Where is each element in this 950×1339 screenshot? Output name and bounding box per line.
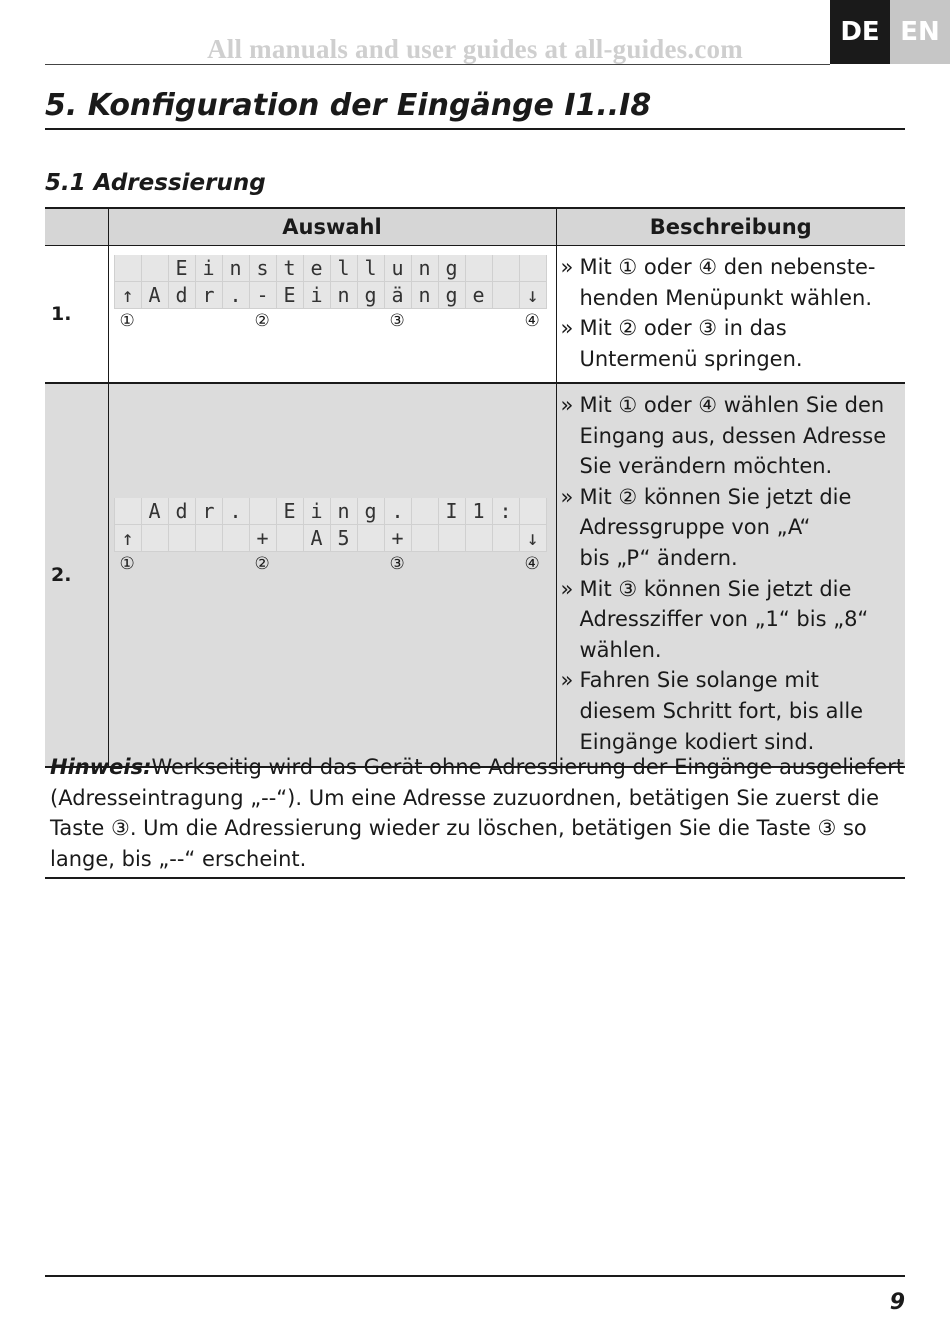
description-line	[561, 482, 900, 513]
description-text: wählen.	[579, 637, 662, 662]
lcd-char	[169, 525, 196, 552]
description-text: Eingang aus, dessen Adresse	[579, 423, 887, 448]
key-1-label: ①	[119, 311, 135, 331]
description-cell	[556, 383, 905, 767]
lcd-char: n	[412, 255, 439, 282]
lcd-char: 1	[466, 498, 493, 525]
page-number: 9	[889, 1290, 905, 1315]
lcd-char: -	[250, 282, 277, 309]
lcd-display-cell	[108, 383, 556, 767]
lcd-char: r	[196, 282, 223, 309]
bullet-marker	[561, 543, 580, 574]
lcd-char: .	[223, 282, 250, 309]
description-line	[561, 604, 900, 635]
lcd-display	[114, 498, 547, 552]
description-text: Mit ② können Sie jetzt die	[579, 484, 852, 509]
bullet-marker	[561, 635, 580, 666]
key-2-label: ②	[254, 554, 270, 574]
lcd-char	[277, 525, 304, 552]
description-line	[561, 313, 900, 344]
lcd-char	[142, 525, 169, 552]
bullet-marker: »	[560, 316, 574, 341]
lcd-char: E	[277, 282, 304, 309]
description-text: Adressziffer von „1“ bis „8“	[579, 607, 869, 632]
footer-rule	[45, 1275, 905, 1277]
description-line	[561, 574, 900, 605]
lcd-char: ↓	[520, 282, 547, 309]
step-number: 1.	[45, 246, 108, 384]
lcd-char: e	[466, 282, 493, 309]
lcd-char: g	[358, 282, 385, 309]
lcd-char	[412, 498, 439, 525]
bullet-marker	[561, 344, 580, 375]
description-text: Fahren Sie solange mit	[579, 668, 819, 693]
step-number: 2.	[45, 383, 108, 767]
lcd-char: u	[385, 255, 412, 282]
lcd-char: n	[331, 498, 358, 525]
lcd-char	[115, 255, 142, 282]
bullet-marker: »	[560, 393, 574, 417]
lcd-char: ä	[385, 282, 412, 309]
description-line	[561, 451, 900, 482]
description-line	[561, 283, 900, 314]
lcd-char: n	[412, 282, 439, 309]
hint-label: Hinweis:	[50, 755, 152, 779]
description-line	[561, 390, 900, 421]
description-text: diesem Schritt fort, bis alle	[579, 698, 864, 723]
lcd-char	[358, 525, 385, 552]
lcd-char: +	[385, 525, 412, 552]
description-line	[561, 512, 900, 543]
header-rule	[45, 64, 830, 65]
lcd-char	[142, 255, 169, 282]
lcd-char: s	[250, 255, 277, 282]
bullet-marker	[561, 421, 580, 452]
description-line	[561, 344, 900, 375]
table-row	[45, 383, 905, 767]
description-text: Mit ③ können Sie jetzt die	[579, 576, 852, 601]
lcd-char: d	[169, 498, 196, 525]
hint-note	[45, 752, 905, 879]
bullet-marker	[561, 696, 580, 727]
description-line	[561, 635, 900, 666]
bullet-marker	[561, 451, 580, 482]
description-line	[561, 665, 900, 696]
bullet-marker	[561, 604, 580, 635]
watermark: All manuals and user guides at all-guides.com	[207, 34, 743, 64]
lcd-char: d	[169, 282, 196, 309]
header-empty	[45, 208, 108, 246]
lcd-char: l	[358, 255, 385, 282]
section-title: 5.1 Adressierung	[45, 170, 266, 196]
config-table	[45, 207, 905, 768]
lcd-char	[196, 525, 223, 552]
lcd-char	[520, 255, 547, 282]
lcd-char	[223, 525, 250, 552]
table-row	[45, 246, 905, 384]
description-line	[561, 252, 900, 283]
lcd-char: l	[331, 255, 358, 282]
description-text: Mit ① oder ④ wählen Sie den	[579, 393, 885, 417]
description-text: Mit ② oder ③ in das	[579, 316, 787, 341]
lcd-char: .	[385, 498, 412, 525]
lcd-display-cell	[108, 246, 556, 384]
bullet-marker	[561, 512, 580, 543]
lcd-char	[466, 255, 493, 282]
key-3-label: ③	[389, 311, 405, 331]
lcd-char	[493, 525, 520, 552]
lcd-char: g	[358, 498, 385, 525]
key-3-label: ③	[389, 554, 405, 574]
lcd-char: t	[277, 255, 304, 282]
key-4-label: ④	[524, 311, 540, 331]
lcd-char	[412, 525, 439, 552]
bullet-marker: »	[560, 255, 574, 279]
bullet-marker: »	[560, 484, 574, 509]
lcd-char	[520, 498, 547, 525]
description-text: Untermenü springen.	[579, 346, 803, 371]
lcd-char	[115, 498, 142, 525]
lcd-char: 5	[331, 525, 358, 552]
page-title: 5. Konfiguration der Eingänge I1..I8	[45, 86, 905, 130]
lcd-char	[493, 282, 520, 309]
lcd-char: ↓	[520, 525, 547, 552]
description-text: Mit ① oder ④ den nebenste-	[579, 255, 876, 279]
lcd-display	[114, 255, 547, 309]
lcd-char	[250, 498, 277, 525]
lcd-char: ↑	[115, 282, 142, 309]
key-2-label: ②	[254, 311, 270, 331]
bullet-marker: »	[560, 576, 574, 601]
description-cell	[556, 246, 905, 384]
lcd-char: i	[304, 282, 331, 309]
lcd-char: i	[196, 255, 223, 282]
key-1-label: ①	[119, 554, 135, 574]
lang-tab-en[interactable]: EN	[890, 0, 950, 64]
lcd-char: :	[493, 498, 520, 525]
lcd-char: n	[331, 282, 358, 309]
lcd-char: i	[304, 498, 331, 525]
description-text: Sie verändern möchten.	[579, 454, 833, 479]
lcd-char: E	[277, 498, 304, 525]
header-auswahl: Auswahl	[108, 208, 556, 246]
lcd-char: ↑	[115, 525, 142, 552]
table-header-row	[45, 208, 905, 246]
lcd-char: I	[439, 498, 466, 525]
lcd-char: g	[439, 282, 466, 309]
hint-text: Werkseitig wird das Gerät ohne Adressierung der Eingänge ausgeliefert (Adresseintragung „--“). Um eine Adresse zuzuordnen, betätigen Sie zuerst die Taste ③. Um die Adressierung wieder zu löschen, betätigen Sie die Taste ③ so lange, bis „--“ erscheint.	[50, 755, 905, 871]
lcd-char: A	[304, 525, 331, 552]
lcd-char	[493, 255, 520, 282]
lcd-char: A	[142, 282, 169, 309]
description-text: henden Menüpunkt wählen.	[579, 285, 873, 310]
lcd-char: n	[223, 255, 250, 282]
lcd-char	[439, 525, 466, 552]
lang-tab-de[interactable]: DE	[830, 0, 890, 64]
header-beschreibung: Beschreibung	[556, 208, 905, 246]
bullet-marker	[561, 283, 580, 314]
lcd-char: E	[169, 255, 196, 282]
description-text: bis „P“ ändern.	[579, 545, 738, 570]
lcd-char: +	[250, 525, 277, 552]
lcd-char: g	[439, 255, 466, 282]
lcd-char: A	[142, 498, 169, 525]
description-text: Adressgruppe von „A“	[579, 515, 811, 540]
lcd-char	[466, 525, 493, 552]
description-line	[561, 543, 900, 574]
key-labels	[114, 309, 546, 339]
key-4-label: ④	[524, 554, 540, 574]
description-text: Eingänge kodiert sind.	[579, 729, 815, 754]
bullet-marker: »	[560, 668, 574, 693]
lcd-char: .	[223, 498, 250, 525]
lcd-char: e	[304, 255, 331, 282]
key-labels	[114, 552, 546, 582]
description-line	[561, 696, 900, 727]
description-line	[561, 421, 900, 452]
lcd-char: r	[196, 498, 223, 525]
